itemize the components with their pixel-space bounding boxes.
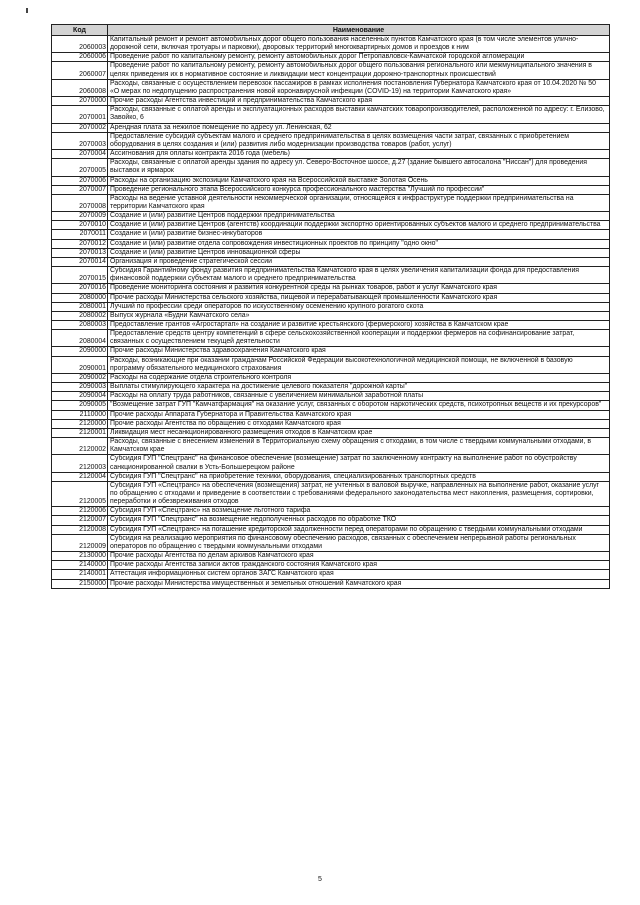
row-code: 2130000 xyxy=(52,552,108,561)
row-name: Прочие расходы Министерства здравоохранения Камчатского края xyxy=(108,347,610,356)
row-code: 2120007 xyxy=(52,516,108,525)
row-name: Создание и (или) развитие бизнес-инкубаторов xyxy=(108,230,610,239)
table-row xyxy=(52,97,610,106)
row-name: Расходы, связанные с осуществлением перевозок пассажиров в рамках исполнения постановления Губернатора Камчатского края от 10.04.2020 № 50 «О мерах по недопущению распространения новой коронавирусной инфекции (COVID-19) на территории Камчатского края» xyxy=(108,79,610,96)
row-name: Расходы на оплату труда работников, связанные с увеличением минимальной заработной платы xyxy=(108,392,610,401)
row-name: Проведение мониторинга состояния и развития конкурентной среды на рынках товаров, работ и услуг Камчатского края xyxy=(108,284,610,293)
row-name: Проведение работ по капитальному ремонту, ремонту автомобильных дорог общего пользования регионального или межмуниципального значения в целях приведения их в нормативное состояние и ликвидации мест концентрации дорожно-транспортных происшествий xyxy=(108,62,610,79)
row-code: 2090005 xyxy=(52,401,108,410)
row-name: Субсидия ГУП «Спецтранс» на погашение кредиторской задолженности перед операторами по обращению с твердыми коммунальными отходами xyxy=(108,525,610,534)
row-code: 2070009 xyxy=(52,212,108,221)
row-name: Субсидия на реализацию мероприятия по финансовому обеспечению расходов, связанных с обеспечением непрерывной работы региональных операторов по обращению с твердыми коммунальными отходами xyxy=(108,534,610,551)
table-row xyxy=(52,267,610,284)
table-row xyxy=(52,123,610,132)
table-row xyxy=(52,321,610,330)
table-row xyxy=(52,383,610,392)
row-name: Предоставление средств центру компетенций в сфере сельскохозяйственной кооперации и поддержки фермеров на софинансирование затрат, связанных с осуществлением текущей деятельности xyxy=(108,330,610,347)
row-name: Расходы, возникающие при оказании гражданам Российской Федерации высокотехнологичной медицинской помощи, не включенной в базовую программу обязательного медицинского страхования xyxy=(108,356,610,373)
row-code: 2070003 xyxy=(52,132,108,149)
row-code: 2070002 xyxy=(52,123,108,132)
row-name: Расходы на содержание отдела строительного контроля xyxy=(108,373,610,382)
row-code: 2090001 xyxy=(52,356,108,373)
row-code: 2070004 xyxy=(52,150,108,159)
row-code: 2080003 xyxy=(52,321,108,330)
table-row xyxy=(52,230,610,239)
row-name: Прочие расходы Министерства сельского хозяйства, пищевой и перерабатывающей промышленности Камчатского края xyxy=(108,293,610,302)
row-code: 2070011 xyxy=(52,230,108,239)
row-name: Выпуск журнала «Будни Камчатского села» xyxy=(108,311,610,320)
table-header-row xyxy=(52,25,610,36)
row-code: 2110000 xyxy=(52,410,108,419)
table-row xyxy=(52,392,610,401)
row-name: Прочие расходы Агентства инвестиций и предпринимательства Камчатского края xyxy=(108,97,610,106)
header-name: Наименование xyxy=(108,25,610,36)
row-name: Ассигнования для оплаты контракта 2016 года (мебель) xyxy=(108,150,610,159)
table-row xyxy=(52,455,610,472)
row-code: 2120002 xyxy=(52,438,108,455)
row-code: 2070008 xyxy=(52,194,108,211)
table-row xyxy=(52,579,610,588)
row-name: Расходы на организацию экспозиции Камчатского края на Всероссийской выставке Золотая Осень xyxy=(108,176,610,185)
row-code: 2120006 xyxy=(52,507,108,516)
table-row xyxy=(52,373,610,382)
table-row xyxy=(52,525,610,534)
row-name: Расходы, связанные с оплатой аренды и эксплуатационных расходов выставки камчатских товаропроизводителей, расположенной по адресу: г. Елизово, Завойко, 6 xyxy=(108,106,610,123)
row-name: Предоставление грантов «Агростартап» на создание и развитие крестьянского (фермерского) хозяйства в Камчатском крае xyxy=(108,321,610,330)
row-code: 2140001 xyxy=(52,570,108,579)
scan-mark xyxy=(26,8,28,13)
table-row xyxy=(52,150,610,159)
table-row xyxy=(52,570,610,579)
row-code: 2120004 xyxy=(52,472,108,481)
row-name: Прочие расходы Агентства записи актов гражданского состояния Камчатского края xyxy=(108,561,610,570)
row-code: 2070012 xyxy=(52,239,108,248)
table-row xyxy=(52,507,610,516)
row-name: Прочие расходы Агентства по делам архивов Камчатского края xyxy=(108,552,610,561)
row-code: 2080000 xyxy=(52,293,108,302)
row-code: 2070005 xyxy=(52,159,108,176)
table-row xyxy=(52,62,610,79)
row-code: 2070000 xyxy=(52,97,108,106)
table-row xyxy=(52,302,610,311)
row-name: Ликвидация мест несанкционированного размещения отходов в Камчатском крае xyxy=(108,428,610,437)
table-row xyxy=(52,401,610,410)
row-name: Субсидия ГУП "Спецтранс" на приобретение техники, оборудования, специализированных транспортных средств xyxy=(108,472,610,481)
table-row xyxy=(52,552,610,561)
row-name: Субсидия ГУП «Спецтранс» на возмещение льготного тарифа xyxy=(108,507,610,516)
table-row xyxy=(52,534,610,551)
table-row xyxy=(52,239,610,248)
row-code: 2080001 xyxy=(52,302,108,311)
row-code: 2090002 xyxy=(52,373,108,382)
row-name: Субсидия ГУП «Спецтранс» на обеспечения (возмещения) затрат, не учтенных в валовой выручке, направленных на выполнение работ, оказание услуг по обращению с отходами и приведение в соответствии с требованиями федерального законодательства мест накопления, размещения, сортировки, переработки и обезвреживания отходов xyxy=(108,481,610,506)
row-code: 2120001 xyxy=(52,428,108,437)
row-code: 2070016 xyxy=(52,284,108,293)
row-code: 2090004 xyxy=(52,392,108,401)
row-code: 2070007 xyxy=(52,185,108,194)
table-row xyxy=(52,132,610,149)
row-name: Капитальный ремонт и ремонт автомобильных дорог общего пользования населенных пунктов Камчатского края (в том числе элементов улично-дорожной сети, включая тротуары и парковки), дворовых территорий многоквартирных домов и проездов к ним xyxy=(108,36,610,53)
table-row xyxy=(52,53,610,62)
row-code: 2140000 xyxy=(52,561,108,570)
table-row xyxy=(52,410,610,419)
table-row xyxy=(52,293,610,302)
table-row xyxy=(52,106,610,123)
row-code: 2080004 xyxy=(52,330,108,347)
row-code: 2070014 xyxy=(52,257,108,266)
row-name: Прочие расходы Агентства по обращению с отходами Камчатского края xyxy=(108,419,610,428)
row-name: Расходы на ведение уставной деятельности некоммерческой организации, относящейся к инфраструктуре поддержки предпринимательства на территории Камчатского края xyxy=(108,194,610,211)
row-name: Организация и проведение стратегической сессии xyxy=(108,257,610,266)
table-row xyxy=(52,356,610,373)
row-name: Арендная плата за нежилое помещение по адресу ул. Ленинская, 62 xyxy=(108,123,610,132)
table-row xyxy=(52,194,610,211)
row-name: Создание и (или) развитие Центров (агентств) координации поддержки экспортно ориентированных субъектов малого и среднего предпринимательства xyxy=(108,221,610,230)
document-page xyxy=(51,24,609,589)
row-name: Проведение работ по капитальному ремонту, ремонту автомобильных дорог Петропавловск-Камчатской городской агломерации xyxy=(108,53,610,62)
row-code: 2090000 xyxy=(52,347,108,356)
row-code: 2060008 xyxy=(52,79,108,96)
table-row xyxy=(52,330,610,347)
table-row xyxy=(52,284,610,293)
table-row xyxy=(52,438,610,455)
row-code: 2060007 xyxy=(52,62,108,79)
row-name: Выплаты стимулирующего характера на достижение целевого показателя "дорожной карты" xyxy=(108,383,610,392)
row-name: Субсидия Гарантийному фонду развития предпринимательства Камчатского края в целях увеличения капитализации фонда для предоставления финансовой поддержки субъектам малого и среднего предпринимательства xyxy=(108,267,610,284)
table-row xyxy=(52,419,610,428)
row-name: Прочие расходы Аппарата Губернатора и Правительства Камчатского края xyxy=(108,410,610,419)
page-number: 5 xyxy=(318,876,322,883)
row-name: Создание и (или) развитие Центров поддержки предпринимательства xyxy=(108,212,610,221)
table-row xyxy=(52,472,610,481)
row-name: Расходы, связанные с внесением изменений в Территориальную схему обращения с отходами, в том числе с твердыми коммунальными отходами, в Камчатском крае xyxy=(108,438,610,455)
row-code: 2090003 xyxy=(52,383,108,392)
row-code: 2120005 xyxy=(52,481,108,506)
row-name: Создание и (или) развитие Центров инновационной сферы xyxy=(108,248,610,257)
table-row xyxy=(52,481,610,506)
header-code: Код xyxy=(52,25,108,36)
table-body xyxy=(52,36,610,589)
row-code: 2080002 xyxy=(52,311,108,320)
table-row xyxy=(52,221,610,230)
row-name: Проведение регионального этапа Всероссийского конкурса профессионального мастерства "Лучший по профессии" xyxy=(108,185,610,194)
table-row xyxy=(52,176,610,185)
row-code: 2120000 xyxy=(52,419,108,428)
row-code: 2120009 xyxy=(52,534,108,551)
table-row xyxy=(52,347,610,356)
row-code: 2070006 xyxy=(52,176,108,185)
table-row xyxy=(52,185,610,194)
table-row xyxy=(52,212,610,221)
table-row xyxy=(52,36,610,53)
row-code: 2120008 xyxy=(52,525,108,534)
row-name: Субсидия ГУП "Спецтранс" на возмещение недополученных расходов по обработке ТКО xyxy=(108,516,610,525)
row-name: Расходы, связанные с оплатой аренды здания по адресу ул. Северо-Восточное шоссе, д.27 (здание бывшего автосалона "Ниссан") для проведения выставок и ярмарок xyxy=(108,159,610,176)
table-row xyxy=(52,257,610,266)
row-name: Прочие расходы Министерства имущественных и земельных отношений Камчатского края xyxy=(108,579,610,588)
row-name: Аттестация информационных систем органов ЗАГС Камчатского края xyxy=(108,570,610,579)
row-code: 2070010 xyxy=(52,221,108,230)
row-name: Субсидия ГУП "Спецтранс" на финансовое обеспечение (возмещение) затрат по заключенному контракту на выполнение работ по обустройству санкционированной свалки в Усть-Большерецком районе xyxy=(108,455,610,472)
row-code: 2060006 xyxy=(52,53,108,62)
table-row xyxy=(52,159,610,176)
row-name: Лучший по профессии среди операторов по искусственному осеменению крупного рогатого скота xyxy=(108,302,610,311)
row-code: 2070013 xyxy=(52,248,108,257)
table-row xyxy=(52,561,610,570)
table-row xyxy=(52,248,610,257)
row-code: 2060003 xyxy=(52,36,108,53)
table-row xyxy=(52,79,610,96)
table-row xyxy=(52,428,610,437)
budget-codes-table xyxy=(51,24,610,589)
row-name: "Возмещение затрат ГУП "Камчатфармация" на оказание услуг, связанных с оборотом наркотических средств, психотропных веществ и их прекурсоров" xyxy=(108,401,610,410)
row-code: 2070015 xyxy=(52,267,108,284)
row-code: 2120003 xyxy=(52,455,108,472)
row-code: 2150000 xyxy=(52,579,108,588)
row-name: Предоставление субсидий субъектам малого и среднего предпринимательства в целях возмещения части затрат, связанных с приобретением оборудования в целях создания и (или) развития либо модернизации производства товаров (работ, услуг) xyxy=(108,132,610,149)
table-row xyxy=(52,516,610,525)
row-name: Создание и (или) развитие отдела сопровождения инвестиционных проектов по принципу "одно окно" xyxy=(108,239,610,248)
table-row xyxy=(52,311,610,320)
row-code: 2070001 xyxy=(52,106,108,123)
